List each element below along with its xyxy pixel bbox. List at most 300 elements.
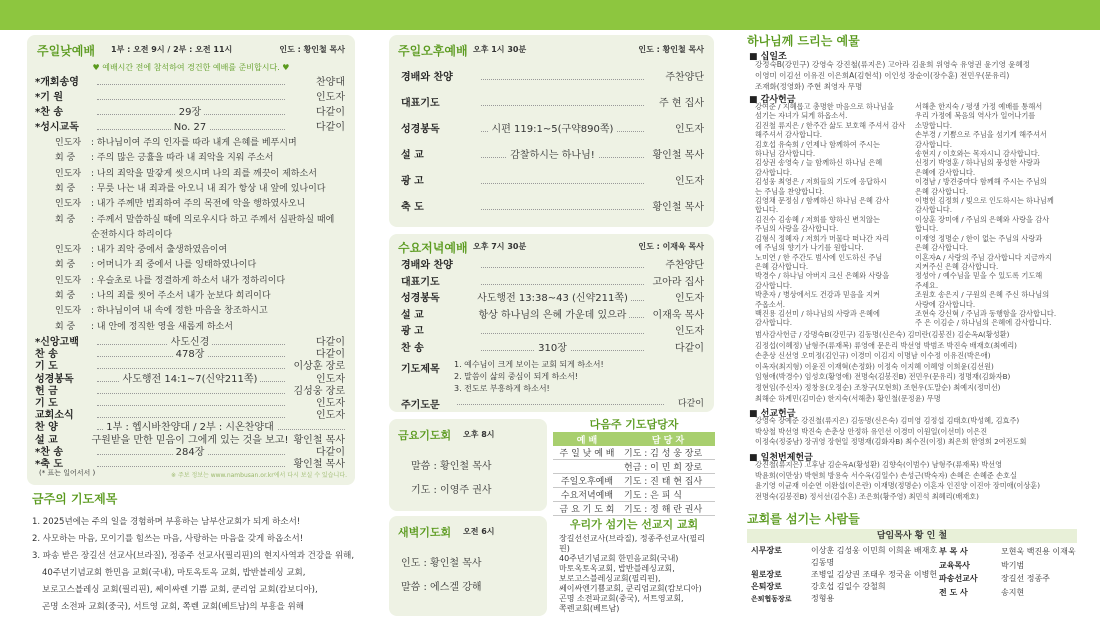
reading-speaker: 인도자: [55, 275, 82, 286]
order-person: 다같이: [313, 337, 345, 349]
order-row: [35, 105, 345, 120]
mission-churches: [553, 516, 715, 616]
order-label: 광 고: [401, 326, 424, 337]
offering-line: 손춘상 신선영 오미정(김인규) 이경미 이김지 이명남 이수정 이유진(박은애): [755, 351, 991, 361]
order-row: [35, 90, 345, 105]
staff-role: 부 목 사: [939, 547, 968, 556]
order-person: 인도자: [313, 374, 345, 386]
leader-dots: [481, 209, 644, 210]
offering-line: 주옵소서.: [755, 299, 786, 309]
wednesday-service-panel: [389, 234, 714, 412]
order-person: 이재욱 목사: [650, 308, 704, 325]
reading-text: : 내가 죄악 중에서 출생하였음이여: [91, 245, 228, 256]
person-cell: 기도 : 김 성 웅 장로: [621, 446, 715, 460]
reading-text: : 나의 죄악을 말갛게 씻으시며 나의 죄를 깨끗이 제하소서: [91, 168, 317, 179]
staff-role: 시무장로: [751, 546, 782, 555]
order-label: 교회소식: [35, 410, 74, 422]
friday-title: 금요기도회: [398, 429, 452, 442]
reading-line: [55, 166, 317, 179]
table-row: [553, 502, 715, 516]
order-label: 대표기도: [401, 276, 440, 288]
table-row: [553, 488, 715, 502]
offering-line: 조재화(정영화) 주현 최영자 무명: [755, 82, 863, 91]
order-label: 성경봉독: [401, 124, 440, 135]
order-content-text: 29장: [176, 107, 204, 118]
offering-line: 이상훈 장미애 / 주님의 은혜와 사랑을 감사: [915, 214, 1050, 224]
order-label: *축 도: [35, 459, 64, 470]
order-label: 설 교: [401, 309, 424, 321]
leader-dots: [481, 333, 644, 334]
order-label: *신앙고백: [35, 337, 79, 348]
staff-role: 은퇴협동장로: [751, 595, 792, 603]
wednesday-prayer-item: 2. 말씀이 삶의 중심이 되게 하소서!: [454, 372, 579, 381]
reading-speaker: 인도자: [55, 138, 82, 148]
reading-text: : 하나님이여 내 속에 정한 마음을 창조하시고: [91, 306, 268, 317]
order-row: [35, 410, 345, 422]
offering-line: 섬기는 자녀가 되게 하옵소서.: [755, 111, 848, 121]
offering-line: 조현숙 강신혁 / 주님과 동행함을 감사합니다.: [915, 308, 1057, 318]
order-person: 다같이: [313, 447, 345, 459]
offering-line: 사랑에 감사합니다.: [915, 299, 976, 309]
offering-line: 김상권 송영숙 / 늘 함께하신 하나님 은혜: [755, 158, 883, 168]
mission-line: 장길선선교사(브라질), 정종주선교사(필리핀): [559, 534, 705, 553]
offering-line: 하나님 감사합니다.: [755, 149, 816, 159]
reading-line: [55, 181, 325, 194]
order-row: [35, 337, 345, 349]
next-week-prayers: [553, 416, 715, 515]
offering-line: 김형식 정혜자 / 저희가 머물다 떠나간 자리: [755, 233, 890, 243]
order-person: 다같이: [313, 120, 345, 135]
offering-section: [747, 32, 1077, 508]
order-content: [35, 374, 345, 386]
reading-text: : 우슬초로 나를 정결하게 하소서 내가 정하리이다: [91, 275, 286, 286]
order-label: 기 도: [35, 398, 58, 409]
offering-line: 강정숙B(강민구) 강영숙 강진철(류지은) 고아라 김윤희 위영숙 유영권 윤기영 윤혜정: [755, 60, 1031, 69]
offering-line: 조원호 송은지 / 구원의 은혜 주신 하나님의: [915, 290, 1050, 300]
order-person: 주찬양단: [662, 258, 704, 275]
wednesday-prayer-label: 기도제목: [401, 364, 440, 375]
reading-speaker: 회 중: [55, 153, 76, 164]
person-cell: 기도 : 정 해 란 권사: [621, 502, 715, 516]
prayer-item: 40주년기념교회 한민음 교회(국내), 마토옥토옥 교회, 밥반블레싱 교회,: [42, 568, 306, 578]
order-person: 인도자: [672, 324, 704, 341]
order-person: 이상훈 장로: [291, 361, 345, 373]
staff-role: 파송선교사: [939, 574, 978, 583]
order-person: 김성웅 장로: [291, 386, 345, 398]
staff-row: [939, 559, 1079, 573]
order-person: 황인철 목사: [291, 435, 345, 447]
order-label: 성경봉독: [35, 373, 74, 385]
reading-speaker: 인도자: [55, 306, 82, 317]
order-label: 설 교: [401, 150, 424, 161]
leader-dots: [97, 368, 285, 369]
offering-line: 김진철 류지은 / 한주간 삶도 보호해 주셔서 감사: [755, 120, 906, 130]
order-content-text: 항상 하나님의 은혜 가운데 있으라: [476, 310, 630, 321]
order-row: [35, 349, 345, 361]
staff-role: 교육목사: [939, 560, 970, 570]
mission-line: 40주년기념교회 한민음교회(국내): [559, 554, 679, 563]
service-cell: [553, 460, 621, 474]
offering-line: 정현임(주신자) 정창용(오정순) 조창구(모현희) 조현우(도말순) 최예지(정미선): [755, 382, 1001, 392]
reading-line: [55, 196, 305, 209]
reading-line: [55, 150, 273, 163]
reading-line: [55, 319, 233, 332]
order-row: [35, 120, 345, 135]
order-content: [35, 105, 345, 120]
offering-line: 소망합니다.: [915, 120, 953, 130]
reading-line: [55, 257, 256, 270]
order-row: [401, 91, 704, 117]
order-person: 인도자: [313, 90, 345, 105]
offering-line: 박윤희(이만상) 박현희 방용숙 서수옥(김일수) 손성근(박숙자) 손혜은 손혜준 손호실: [755, 470, 1017, 480]
order-label: *찬 송: [35, 107, 64, 118]
prayer-title: 금주의 기도제목: [32, 492, 118, 506]
staff-names: 박기범: [1001, 560, 1025, 570]
friday-time: 오후 8시: [463, 430, 495, 439]
order-content: [35, 337, 345, 349]
offering-line: 강진철(류지은) 고후남 김순옥A(황성환) 김향숙(이범수) 남형주(류재복) 박선영: [755, 460, 1003, 469]
reading-speaker: 회 중: [55, 260, 76, 271]
friday-prayer-panel: [389, 419, 547, 511]
table-row: [553, 446, 715, 460]
staff-names: 정형용: [811, 594, 835, 603]
order-person: 황인철 목사: [291, 459, 345, 471]
leader-dots: [481, 79, 644, 80]
service-cell: 주일오후예배: [553, 474, 621, 488]
staff-row: [751, 581, 941, 593]
friday-word: 말씀 : 황인철 목사: [411, 461, 492, 472]
reading-text: : 내 안에 정직한 영을 새롭게 하소서: [91, 321, 233, 332]
reading-speaker: 회 중: [55, 183, 76, 194]
offering-line: 박상철 박선영 박진숙 손춘상 안정하 유인선 이경미 이원일(이선미) 이은진: [755, 426, 988, 436]
leader-dots: [481, 267, 644, 268]
order-label: 헌 금: [35, 385, 58, 397]
order-content-text: 사도행전 14:1~7(신약211쪽): [120, 374, 261, 385]
staff-role: 은퇴장로: [751, 582, 782, 591]
offering-line: 강영숙 장예준 강진철(류지은) 김동명(신은숙) 김미영 김정섭 김태호(박성혜, 김효주): [755, 416, 1020, 425]
next-title: 다음주 기도담당자: [589, 418, 679, 431]
offering-line: 전명숙(김봉진B) 정서선(김수흔) 조은희(황주영) 최민석 최혜리(배재호): [755, 491, 979, 501]
offering-line: 감사합니다.: [915, 205, 953, 215]
reading-text: : 무릇 나는 내 죄과를 아오니 내 죄가 항상 내 앞에 있나이다: [91, 183, 326, 194]
offering-line: 정성아 / 예수님을 믿을 수 있도록 기도해: [915, 271, 1043, 281]
responsive-reading: [55, 135, 347, 335]
reading-speaker: 회 중: [55, 321, 76, 332]
offering-line: 서해춘 한지숙 / 평생 가정 예배를 통해서: [915, 102, 1043, 111]
lords-prayer-right: 다같이: [677, 399, 704, 409]
staff-names: 장길선 정종주: [1001, 574, 1050, 583]
offering-line: 은혜 감사합니다.: [915, 186, 969, 196]
order-person: 인도자: [672, 169, 704, 195]
reading-line: [55, 303, 268, 316]
offering-line: 박춘자 / 병상에서도 건강과 믿음을 지켜: [755, 290, 880, 300]
order-person: 황인철 목사: [650, 143, 704, 169]
wednesday-order-list: [401, 258, 704, 358]
offering-line: 이영미 이김선 이유진 이은희A(김현석) 이인성 장순이(장수훈) 전민우(문유리): [755, 71, 1010, 80]
order-content: [401, 117, 704, 143]
leader-dots: [97, 466, 285, 467]
order-content: [401, 291, 704, 308]
offering-line: 감사합니다.: [755, 280, 793, 290]
offering-line: 주님의 사랑을 감사합니다.: [755, 224, 839, 234]
order-content-text: 감찰하시는 하나님!: [507, 150, 597, 161]
thanks-label: ■ 감사헌금: [749, 95, 796, 105]
offering-line: 윤기영 이균재 이순연 이완섭(이은란) 이재명(정명순) 이혼자 인진양 이진아 장미애(이상훈): [755, 481, 1041, 491]
order-content: [401, 341, 704, 358]
order-row: [35, 398, 345, 410]
order-label: *찬 송: [35, 446, 64, 458]
order-content: [35, 447, 345, 459]
offering-line: 이경남 / 방견중마다 함께해 주시는 주님의: [915, 177, 1047, 187]
leader-dots: [97, 84, 285, 85]
order-label: *개회송영: [35, 77, 79, 88]
church-staff: [747, 510, 1077, 630]
staff-row: [939, 586, 1079, 600]
staff-names: 이상훈 김성웅 이민희 이희윤 배재호: [811, 546, 938, 555]
offering-line: 감사합니다.: [755, 167, 793, 177]
order-content-text: 478장: [173, 349, 208, 360]
order-person: 인도자: [313, 410, 345, 422]
order-row: [401, 275, 704, 292]
order-person: 다같이: [672, 341, 704, 358]
order-person: 인도자: [313, 398, 345, 410]
leader-dots: [481, 183, 644, 184]
reading-text: : 내가 주께만 범죄하여 주의 목전에 악을 행하였사오니: [91, 199, 306, 210]
offering-line: 이재영 정명순 / 한이 없는 주님의 사랑과: [915, 233, 1043, 243]
order-person: 다같이: [313, 105, 345, 120]
reading-line: [55, 212, 334, 225]
offering-line: 이정숙(정중남) 장귀영 장현일 정명재(김화자B) 최수진(이정) 최은희 한영희 2여전도회: [755, 437, 1027, 447]
offering-line: 감사합니다.: [915, 139, 953, 149]
offering-line: 이옥자(최지형) 이윤진 이재혁(손정화) 이정숙 이지혜 이혜영 이희윤(김선원): [755, 361, 994, 371]
offering-line: 해주셔서 감사합니다.: [755, 130, 823, 140]
reading-speaker: 인도자: [55, 168, 82, 179]
order-content-text: No. 27: [171, 122, 210, 133]
staff-row: [939, 572, 1079, 586]
sunday-title: 주일낮예배: [37, 44, 95, 58]
prayer-item: 1. 2025년에는 주의 일을 경험하며 부흥하는 남부산교회가 되게 하소서!: [32, 517, 301, 527]
reading-text: 순전하시다 하리이다: [91, 229, 173, 240]
staff-role: 원로장로: [751, 570, 782, 579]
sunday-order-list-2: [35, 337, 345, 472]
offering-line: 은혜 감사합니다.: [755, 261, 809, 271]
leader-dots: [97, 405, 285, 406]
reading-text: : 어머니가 죄 중에서 나를 잉태하였나이다: [91, 260, 257, 271]
offering-line: 박경수 / 하나님 아버지 크신 은혜와 사랑을: [755, 271, 890, 281]
order-row: [401, 258, 704, 275]
order-label: 성경봉독: [401, 293, 440, 304]
order-content: [35, 120, 345, 135]
order-person: 인도자: [672, 117, 704, 143]
mission-line: 마토옥토옥교회, 밥반블레싱교회,: [559, 564, 675, 573]
offering-line: 은혜 감사합니다.: [915, 243, 969, 253]
order-row: [35, 386, 345, 398]
leader-dots: [97, 99, 285, 100]
reading-speaker: 회 중: [55, 291, 76, 301]
offering-title: 하나님께 드리는 예물: [747, 34, 860, 48]
table-row: [553, 474, 715, 488]
person-cell: 기도 : 진 태 현 집사: [621, 474, 715, 488]
order-row: [401, 341, 704, 358]
sunday-times: 1부 : 오전 9시 / 2부 : 오전 11시: [111, 45, 233, 54]
order-label: 찬 송: [35, 349, 58, 361]
order-row: [35, 374, 345, 386]
wednesday-prayer-item: 1. 예수님이 크게 보이는 교회 되게 하소서!: [454, 360, 604, 369]
order-label: 설 교: [35, 434, 58, 446]
top-banner: [0, 0, 1100, 30]
order-row: [401, 308, 704, 325]
offering-line: 김호섭 유숙희 / 언제나 함께하여 주시는: [755, 139, 880, 149]
table-row: [553, 460, 715, 474]
order-content-text: 구원받을 만한 믿음이 그에게 있는 것을 보고!: [89, 435, 292, 446]
person-cell: 헌금 : 이 민 희 장로: [621, 460, 715, 474]
mission-title: 우리가 섬기는 선교지 교회: [569, 518, 699, 531]
offering-line: 김정섭(이혜정) 남형주(류재복) 류영애 문은리 박선영 박범조 박진숙 배재호(최예리): [755, 340, 1017, 350]
reading-line: [55, 135, 297, 148]
staff-names: 모현욱 백진용 이재욱: [1001, 547, 1076, 556]
order-person: 황인철 목사: [650, 195, 704, 221]
staff-names: 강호섭 김일수 강철희: [811, 582, 886, 591]
mission-line: 곤명 소전파교회(중국), 서트영교회,: [559, 594, 684, 603]
service-cell: 주 일 낮 예 배: [553, 446, 621, 460]
dawn-lead: 인도 : 황인철 목사: [401, 558, 482, 569]
afternoon-service-panel: [389, 35, 714, 227]
standing-note: (* 표는 일어서서 ): [39, 469, 96, 477]
sunday-order-list: [35, 75, 345, 135]
order-content-text: 1부 : 헵시바찬양대 / 2부 : 시온찬양대: [103, 422, 276, 433]
mission-line: 쎄이싸엔기쁨교회, 쿤리엄교회(캄보디아): [559, 584, 702, 593]
order-label: 축 도: [401, 202, 424, 213]
order-label: *기 원: [35, 92, 64, 103]
prayer-topics: [32, 490, 362, 630]
wednesday-time: 오후 7시 30분: [473, 242, 527, 251]
staff-row: [751, 593, 941, 605]
offering-line: 김영채 문정심 / 함께하신 하나님 은혜 감사: [755, 196, 890, 206]
prayer-item: 3. 파송 받은 장길선 선교사(브라질), 정종주 선교사(필리핀)의 현지사역과 건강을 위해,: [32, 551, 355, 561]
offering-line: 백진용 김선미 / 하나님의 사랑과 은혜에: [755, 308, 880, 318]
offering-line: 우리 가정에 복음의 역사가 일어나기를: [915, 111, 1036, 121]
order-row: [401, 65, 704, 91]
senior-pastor: 담임목사 황 인 철: [747, 529, 1077, 543]
staff-names: 김동명: [811, 558, 835, 567]
offering-line: 신정기 박영훈 / 하나님의 풍성한 사랑과: [915, 158, 1040, 168]
reading-speaker: 인도자: [55, 199, 82, 210]
reading-text: : 나의 죄를 씻어 주소서 내가 눈보다 희리이다: [91, 291, 271, 301]
order-label: 찬 송: [401, 342, 424, 354]
dawn-prayer-panel: [389, 516, 547, 616]
dawn-time: 오전 6시: [463, 527, 495, 536]
afternoon-title: 주일오후예배: [398, 44, 468, 58]
order-label: 경배와 찬양: [401, 72, 453, 83]
offering-line: 주세요.: [915, 280, 939, 290]
dawn-word: 말씀 : 에스겔 강해: [401, 582, 482, 593]
order-row: [401, 291, 704, 308]
reading-text: : 주께서 말씀하실 때에 의로우시다 하고 주께서 심판하실 때에: [91, 214, 335, 225]
leader-dots: [97, 393, 285, 394]
website-note: ※ 주보 정보는 www.nambusan.or.kr에서 다시 보실 수 있습니다.: [171, 472, 347, 479]
staff-names: 송지현: [1001, 587, 1025, 597]
staff-role: 전 도 사: [939, 587, 968, 597]
reading-line: [55, 242, 227, 255]
mission-line: 보로고스블레싱교회(필리핀),: [559, 574, 661, 583]
order-row: [35, 361, 345, 373]
staff-row: [751, 557, 941, 569]
reading-text: : 주의 많은 긍휼을 따라 내 죄악을 지워 주소서: [91, 153, 274, 164]
reading-line: [55, 227, 172, 240]
order-label: 대표기도: [401, 98, 440, 109]
order-content: [35, 422, 345, 434]
order-row: [401, 143, 704, 169]
offering-line: 는 주님을 찬양합니다.: [755, 186, 825, 196]
offering-line: 범사감사헌금 / 강명숙B(강민구) 김동명(신은숙) 김미란(김봉진) 김순옥A(황성환): [755, 330, 1010, 339]
next-week-table: [553, 432, 715, 516]
order-person: 주 현 집사: [656, 91, 704, 117]
sunday-service-panel: [27, 35, 355, 485]
offering-line: 이병헌 김정희 / 빛으로 인도하시는 하나님께: [915, 196, 1054, 206]
tithe-label: ■ 십일조: [749, 52, 787, 62]
reading-text: : 하나님이여 주의 인자를 따라 내게 은혜를 베푸시며: [91, 138, 297, 148]
order-person: 찬양대: [313, 75, 345, 90]
offering-line: 최해순 하계민(김미순) 한지숙(서해춘) 황인철(문정윤) 무명: [755, 393, 941, 403]
sunday-intro: ♥ 예배시간 전에 참석하여 경건한 예배를 준비합시다. ♥: [92, 63, 290, 72]
offering-line: 노미연 / 한 주간도 범사에 인도하신 주님: [755, 252, 883, 262]
service-cell: 금 요 기 도 회: [553, 502, 621, 516]
offering-line: 송현지 / 이호와는 목자시니 감사합니다.: [915, 149, 1040, 159]
leader-dots: [481, 105, 644, 106]
col-person: 담 당 자: [621, 432, 715, 446]
friday-pray: 기도 : 이영주 권사: [411, 485, 492, 496]
person-cell: 기도 : 은 피 식: [621, 488, 715, 502]
build-offering-label: ■ 일천번제헌금: [749, 453, 813, 463]
reading-line: [55, 288, 271, 301]
order-row: [35, 447, 345, 459]
order-row: [401, 324, 704, 341]
order-label: 기 도: [35, 361, 58, 373]
order-person: 주찬양단: [662, 65, 704, 91]
order-content-text: 284장: [173, 447, 208, 458]
wednesday-leader: 인도 : 이재욱 목사: [638, 242, 704, 251]
order-row: [401, 117, 704, 143]
leader-dots: [481, 284, 644, 285]
order-content-text: 310장: [535, 343, 570, 354]
prayer-item: 보로고스블레싱 교회(필리핀), 쎄이싸렌 기쁨 교회, 쿤리엄 교회(캄보디아),: [42, 585, 318, 595]
prayer-item: 2. 사모하는 마음, 모이기를 힘쓰는 마음, 사랑하는 마음을 갖게 하옵소서!: [32, 534, 304, 544]
wednesday-title: 수요저녁예배: [398, 241, 468, 255]
dawn-title: 새벽기도회: [398, 526, 452, 539]
order-person: 다같이: [313, 349, 345, 361]
order-content-text: 사도신경: [168, 337, 213, 348]
offering-line: 손부경 / 기쁨으로 주님을 섬기게 해주셔서: [915, 130, 1047, 140]
prayer-item: 곤명 소전파 교회(중국), 서트영 교회, 쪽렌 교회(베트남)의 부흥을 위해: [42, 602, 304, 612]
reading-speaker: 회 중: [55, 214, 76, 225]
order-label: *성시교독: [35, 122, 79, 133]
order-label: 광 고: [401, 176, 424, 187]
leader-dots: [97, 417, 285, 418]
staff-row: [751, 545, 941, 557]
order-row: [401, 169, 704, 195]
offering-line: 주 은 이김순 / 하나님의 은혜에 감사합니다.: [915, 318, 1052, 328]
order-row: [401, 195, 704, 221]
offering-line: 에 주님의 향기가 나기를 원합니다.: [755, 243, 864, 253]
order-content-text: 사도행전 13:38~43 (신약211쪽): [474, 293, 631, 304]
offering-line: 지켜주신 은혜 감사합니다.: [915, 261, 999, 271]
staff-title: 교회를 섬기는 사람들: [747, 512, 860, 526]
offering-line: 합니다.: [755, 205, 779, 215]
mission-offering-label: ■ 선교헌금: [749, 409, 796, 419]
offering-line: 은혜에 감사합니다.: [915, 167, 976, 177]
order-person: 고아라 집사: [650, 275, 704, 292]
afternoon-order-list: [401, 65, 704, 225]
